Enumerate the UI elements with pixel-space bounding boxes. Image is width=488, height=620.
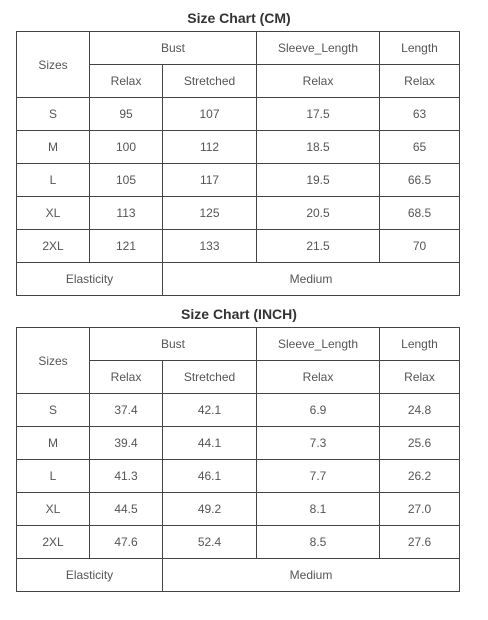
value-cell: 68.5 <box>380 197 460 230</box>
value-cell: 105 <box>90 164 163 197</box>
value-cell: 107 <box>163 98 257 131</box>
value-cell: 37.4 <box>90 394 163 427</box>
subheader-cell: Relax <box>380 361 460 394</box>
value-cell: 70 <box>380 230 460 263</box>
value-cell: 117 <box>163 164 257 197</box>
subheader-cell: Relax <box>380 65 460 98</box>
value-cell: 133 <box>163 230 257 263</box>
subheader-cell: Relax <box>257 65 380 98</box>
value-cell: 95 <box>90 98 163 131</box>
value-cell: 42.1 <box>163 394 257 427</box>
value-cell: 18.5 <box>257 131 380 164</box>
value-cell: 39.4 <box>90 427 163 460</box>
elasticity-value: Medium <box>163 263 460 296</box>
elasticity-label: Elasticity <box>17 559 163 592</box>
value-cell: 112 <box>163 131 257 164</box>
subheader-cell: Relax <box>90 65 163 98</box>
value-cell: 27.0 <box>380 493 460 526</box>
value-cell: 63 <box>380 98 460 131</box>
table-row <box>17 197 460 230</box>
bust-header: Bust <box>90 32 257 65</box>
table-row <box>17 230 460 263</box>
value-cell: 7.7 <box>257 460 380 493</box>
size-cell: 2XL <box>17 230 90 263</box>
table-row <box>17 427 460 460</box>
value-cell: 44.1 <box>163 427 257 460</box>
size-cell: S <box>17 98 90 131</box>
value-cell: 26.2 <box>380 460 460 493</box>
length-header: Length <box>380 32 460 65</box>
size-cell: XL <box>17 197 90 230</box>
size-cell: 2XL <box>17 526 90 559</box>
value-cell: 8.1 <box>257 493 380 526</box>
value-cell: 27.6 <box>380 526 460 559</box>
sizes-header: Sizes <box>17 328 90 394</box>
table-row <box>17 526 460 559</box>
value-cell: 19.5 <box>257 164 380 197</box>
value-cell: 41.3 <box>90 460 163 493</box>
size-cell: M <box>17 427 90 460</box>
table-row <box>17 460 460 493</box>
table-row <box>17 394 460 427</box>
value-cell: 24.8 <box>380 394 460 427</box>
bust-header: Bust <box>90 328 257 361</box>
value-cell: 113 <box>90 197 163 230</box>
size-cell: L <box>17 164 90 197</box>
table-row <box>17 164 460 197</box>
table-header-row <box>17 328 460 361</box>
table-footer-row <box>17 263 460 296</box>
size-table-cm <box>16 31 460 296</box>
value-cell: 44.5 <box>90 493 163 526</box>
size-cell: XL <box>17 493 90 526</box>
subheader-cell: Relax <box>90 361 163 394</box>
value-cell: 6.9 <box>257 394 380 427</box>
size-table-inch <box>16 327 460 592</box>
length-header: Length <box>380 328 460 361</box>
value-cell: 20.5 <box>257 197 380 230</box>
table-row <box>17 493 460 526</box>
table-footer-row <box>17 559 460 592</box>
subheader-cell: Stretched <box>163 361 257 394</box>
value-cell: 121 <box>90 230 163 263</box>
value-cell: 52.4 <box>163 526 257 559</box>
elasticity-label: Elasticity <box>17 263 163 296</box>
table-row <box>17 98 460 131</box>
value-cell: 65 <box>380 131 460 164</box>
value-cell: 125 <box>163 197 257 230</box>
value-cell: 46.1 <box>163 460 257 493</box>
size-cell: M <box>17 131 90 164</box>
value-cell: 66.5 <box>380 164 460 197</box>
value-cell: 8.5 <box>257 526 380 559</box>
value-cell: 100 <box>90 131 163 164</box>
value-cell: 47.6 <box>90 526 163 559</box>
chart-title: Size Chart (INCH) <box>181 306 297 322</box>
value-cell: 21.5 <box>257 230 380 263</box>
value-cell: 7.3 <box>257 427 380 460</box>
value-cell: 17.5 <box>257 98 380 131</box>
size-cell: L <box>17 460 90 493</box>
value-cell: 49.2 <box>163 493 257 526</box>
size-cell: S <box>17 394 90 427</box>
subheader-cell: Relax <box>257 361 380 394</box>
chart-title: Size Chart (CM) <box>187 10 291 26</box>
sizes-header: Sizes <box>17 32 90 98</box>
sleeve-length-header: Sleeve_Length <box>257 328 380 361</box>
table-header-row <box>17 32 460 65</box>
table-row <box>17 131 460 164</box>
elasticity-value: Medium <box>163 559 460 592</box>
value-cell: 25.6 <box>380 427 460 460</box>
subheader-cell: Stretched <box>163 65 257 98</box>
sleeve-length-header: Sleeve_Length <box>257 32 380 65</box>
